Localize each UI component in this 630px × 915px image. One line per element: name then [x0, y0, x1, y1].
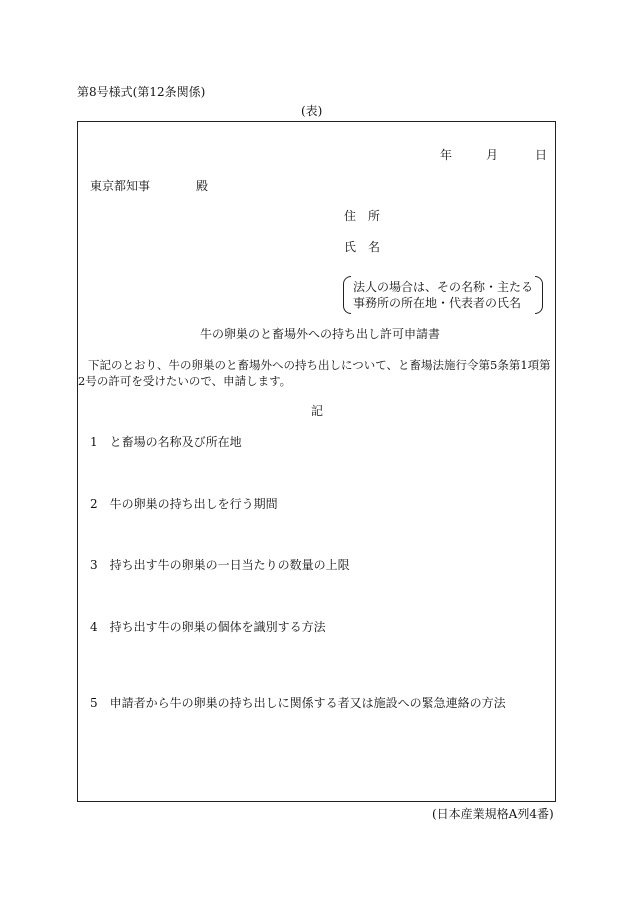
addressee-honorific: 殿: [196, 179, 209, 193]
note-bracket-right: [535, 276, 543, 314]
item-4: 4 持ち出す牛の卵巣の個体を識別する方法: [90, 620, 326, 634]
address-label: 住 所: [344, 209, 381, 223]
name-label: 氏 名: [344, 240, 381, 254]
item-5: 5 申請者から牛の卵巣の持ち出しに関係する者又は施設への緊急連絡の方法: [90, 696, 506, 710]
form-number: 第8号様式(第12条関係): [77, 85, 206, 99]
body-line2: 2号の許可を受けたいので、申請します。: [78, 374, 292, 388]
body-line1: 下記のとおり、牛の卵巣のと畜場外への持ち出しについて、と畜場法施行令第5条第1項第: [88, 358, 551, 372]
corporate-note-line2: 事務所の所在地・代表者の氏名: [353, 296, 522, 310]
addressee-name: 東京都知事: [90, 179, 151, 193]
date-month: 月: [486, 148, 499, 162]
ki-heading: 記: [311, 404, 324, 418]
date-year: 年: [440, 148, 453, 162]
date-day: 日: [535, 148, 548, 162]
document-title: 牛の卵巣のと畜場外への持ち出し許可申請書: [200, 327, 441, 341]
note-bracket-left: [343, 276, 351, 314]
paper-size-note: (日本産業規格A列4番): [432, 807, 554, 821]
item-1: 1 と畜場の名称及び所在地: [90, 435, 242, 449]
item-2: 2 牛の卵巣の持ち出しを行う期間: [90, 497, 278, 511]
corporate-note-line1: 法人の場合は、その名称・主たる: [353, 280, 534, 294]
side-label: (表): [301, 104, 323, 118]
item-3: 3 持ち出す牛の卵巣の一日当たりの数量の上限: [90, 558, 350, 572]
